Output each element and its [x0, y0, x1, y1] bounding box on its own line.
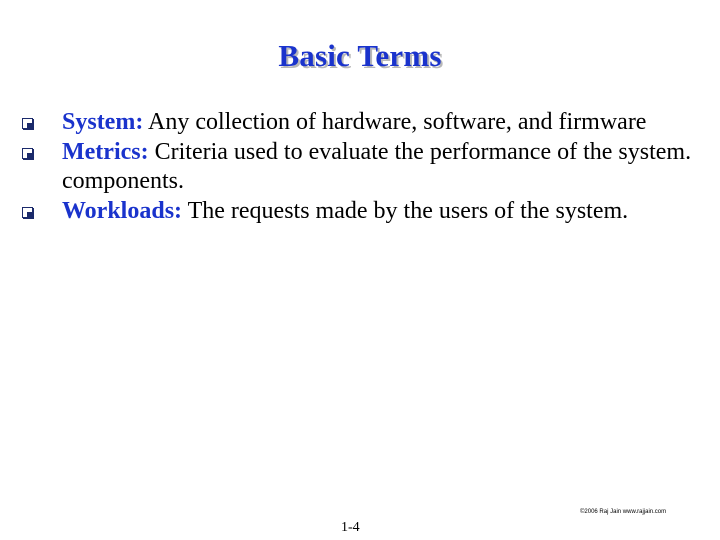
bullet-item-workloads: [22, 197, 702, 227]
copyright-notice: ©2006 Raj Jain www.rajjain.com: [580, 509, 667, 515]
bullet-item-metrics: [22, 138, 702, 197]
square-bullet-icon: [22, 118, 33, 129]
bullet-term: System:: [62, 109, 144, 135]
bullet-text: Any collection of hardware, software, and firmware: [143, 109, 647, 135]
square-bullet-icon: [22, 148, 33, 159]
bullet-text: Criteria used to evaluate the performance of the system. components.: [62, 138, 692, 194]
square-bullet-icon: [22, 207, 33, 218]
bullet-term: Metrics:: [62, 138, 149, 165]
bullet-item-system: [22, 108, 702, 138]
bullet-list: [22, 108, 702, 226]
slide-title: Basic Terms: [278, 38, 442, 73]
bullet-text: The requests made by the users of the system.: [182, 197, 629, 224]
page-number: 1-4: [341, 520, 360, 535]
bullet-term: Workloads:: [62, 197, 183, 224]
